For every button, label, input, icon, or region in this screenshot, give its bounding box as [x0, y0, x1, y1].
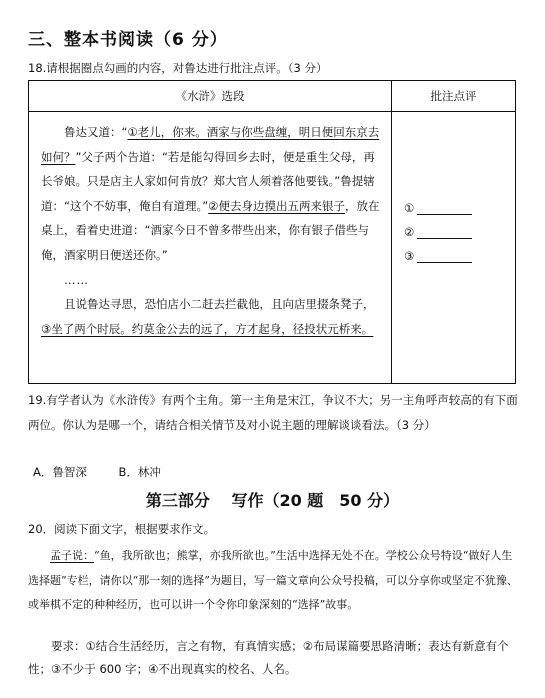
section-heading: 三、整本书阅读（6 分） [28, 30, 228, 50]
question-18-stem: 18.请根据圈点勾画的内容，对鲁达进行批注点评。（3 分） [28, 61, 328, 75]
part-3-title: 第三部分 写作（20 题 50 分） [145, 491, 400, 510]
question-20-stem: 20．阅读下面文字，根据要求作文。 [28, 522, 216, 536]
passage-paragraph-1: 鲁达又道：“①老儿，你来。酒家与你些盘缠，明日便回东京去如何？”父子两个告道：“若是能勾得回乡去时，便是重生父母，再长爷娘。只是店主人家如何肯放？郑大官人须着落他要钱。”鲁提辖道：“这个不妨事，俺自有道理。”②便去身边摸出五两来银子，放在桌上，看着史进道：“酒家今日不曾多带些出来，你有银子借些与俺，酒家明日便送还你。” [41, 125, 380, 262]
underlined-phrase-3: ③坐了两个时辰。约莫金公去的远了，方才起身，径投状元桥来。 [41, 321, 374, 336]
annotation-table [28, 80, 516, 384]
passage-paragraph-2: 且说鲁达寻思，恐怕店小二赶去拦截他，且向店里掇条凳子，③坐了两个时辰。约莫金公去的远了，方才起身，径投状元桥来。 [41, 297, 375, 336]
note-slot-1[interactable]: ① [404, 196, 515, 220]
note-slot-3[interactable]: ③ [404, 244, 515, 268]
option-b[interactable]: B．林冲 [118, 465, 161, 479]
mencius-label: 孟子说： [50, 549, 94, 562]
writing-prompt: 孟子说：“鱼，我所欲也；熊掌，亦我所欲也。”生活中选择无处不在。学校公众号特设“做好人生选择题”专栏，请你以“那一刻的选择”为题目，写一篇文章向公众号投稿，可以分享你或坚定不犹豫、或举棋不定的种种经历，也可以讲一个令你印象深刻的“选择”故事。 [28, 549, 518, 611]
notes-column-header: 批注点评 [392, 81, 516, 112]
passage-column-header: 《水浒》选段 [29, 81, 392, 112]
option-a[interactable]: A．鲁智深 [33, 465, 87, 479]
underlined-phrase-2: ②便去身边摸出五两来银子 [208, 198, 345, 213]
passage-cell [29, 112, 392, 384]
question-19: 19.有学者认为《水浒传》有两个主角。第一主角是宋江，争议不大；另一主角呼声较高的有下面两位。你认为是哪一个，请结合相关情节及对小说主题的理解谈谈看法。（3 分） [28, 393, 518, 432]
notes-cell [392, 112, 516, 384]
passage-ellipsis: …… [64, 272, 89, 287]
underlined-phrase-1: ①老儿，你来。酒家与你些盘缠，明日便回东京去如何？ [41, 125, 380, 164]
question-19-options [33, 464, 161, 480]
note-slot-2[interactable]: ② [404, 220, 515, 244]
writing-requirements: 要求：①结合生活经历，言之有物，有真情实感；②布局谋篇要思路清晰；表达有新意有个性；③不少于 600 字；④不出现真实的校名、人名。 [28, 639, 509, 676]
